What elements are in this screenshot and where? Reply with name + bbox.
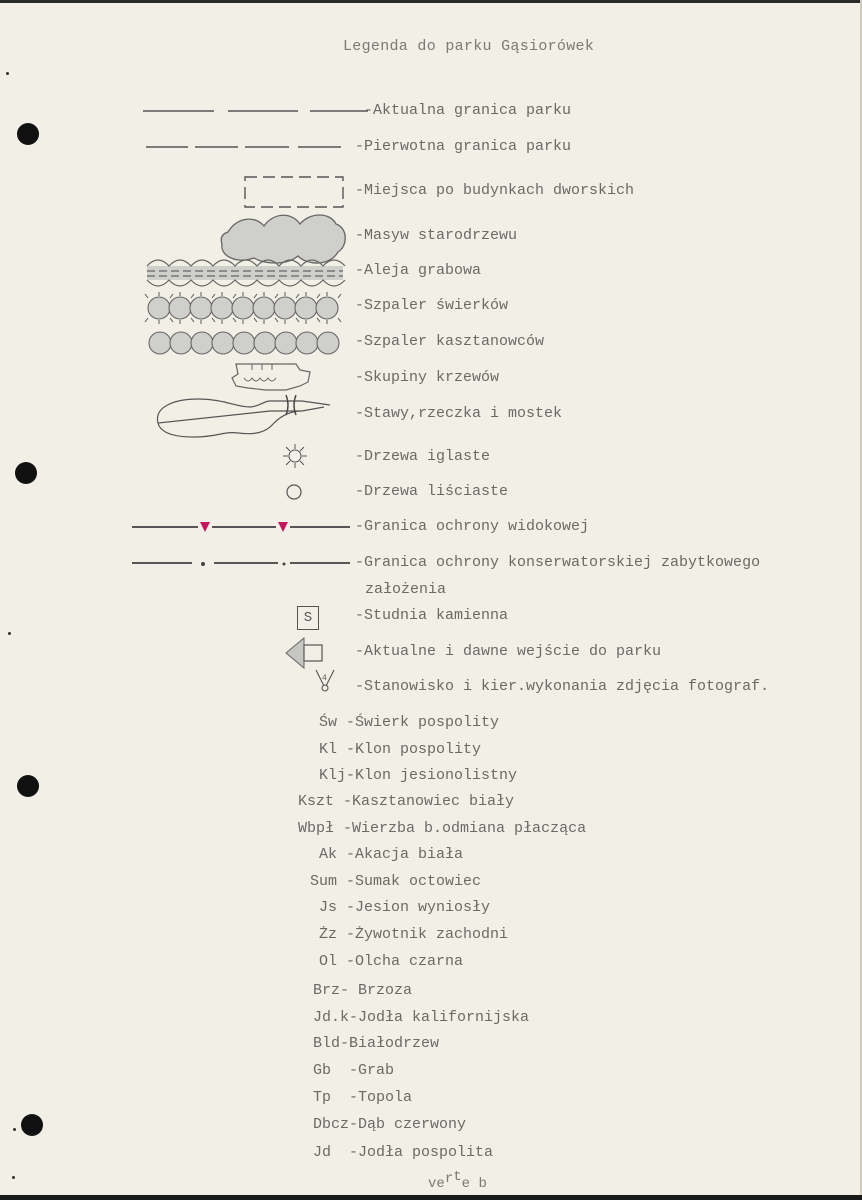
species-row: Tp -Topola [313,1089,413,1106]
species-row: Jd.k-Jodła kalifornijska [313,1009,530,1026]
speck [6,72,9,75]
chestnut-row-icon [146,328,346,358]
species-row: Ol -Olcha czarna [319,953,464,970]
legend-label-ponds: -Stawy,rzeczka i mostek [355,405,563,422]
photo-viewpoint-icon [314,668,336,694]
species-row: Sum -Sumak octowiec [310,873,482,890]
park-entrance-arrow-icon [284,636,328,670]
punch-hole [17,123,39,145]
conifer-tree-icon [282,443,308,469]
document-title: Legenda do parku Gąsiorówek [343,38,595,55]
verte-note: verte b [428,1169,487,1192]
legend-label-original-boundary: -Pierwotna granica parku [355,138,572,155]
species-row: Jd -Jodła pospolita [313,1144,494,1161]
conservation-boundary-line-icon [130,555,352,571]
legend-label-deciduous: -Drzewa liściaste [355,483,509,500]
pond-stream-bridge-icon [154,393,334,438]
page-top-edge [0,0,862,3]
legend-label-chestnut-row: -Szpaler kasztanowców [355,333,545,350]
species-row: Ak -Akacja biała [319,846,464,863]
manor-building-site-icon [242,174,347,210]
speck [13,1128,16,1131]
legend-label-conifers: -Drzewa iglaste [355,448,491,465]
legend-label-current-boundary: -Aktualna granica parku [364,102,572,119]
punch-hole [15,462,37,484]
species-row: Wbpł -Wierzba b.odmiana płacząca [298,820,587,837]
punch-hole [17,775,39,797]
legend-label-stone-well: -Studnia kamienna [355,607,509,624]
scenic-protection-line-icon [130,519,352,535]
species-row: Kszt -Kasztanowiec biały [298,793,515,810]
legend-label-conservation-boundary-cont: założenia [365,581,447,598]
species-row: Klj-Klon jesionolistny [319,767,518,784]
legend-label-conservation-boundary: -Granica ochrony konserwatorskiej zabytkowego [355,554,761,571]
species-row: Św -Świerk pospolity [319,714,500,731]
species-row: Kl -Klon pospolity [319,741,482,758]
speck [12,1176,15,1179]
legend-label-shrub-groups: -Skupiny krzewów [355,369,500,386]
legend-label-entrance: -Aktualne i dawne wejście do parku [355,643,662,660]
legend-label-old-tree-mass: -Masyw starodrzewu [355,227,518,244]
svg-text:4: 4 [322,674,327,683]
spruce-row-icon [143,291,348,325]
hornbeam-avenue-icon [143,256,348,290]
species-row: Gb -Grab [313,1062,395,1079]
legend-label-scenic-protection: -Granica ochrony widokowej [355,518,590,535]
original-boundary-line-icon [143,139,343,155]
species-row: Bld-Białodrzew [313,1035,440,1052]
legend-label-hornbeam-avenue: -Aleja grabowa [355,262,482,279]
legend-label-photo-viewpoint: -Stanowisko i kier.wykonania zdjęcia fotograf. [355,678,770,695]
current-boundary-line-icon [140,103,370,119]
deciduous-tree-icon [284,482,304,502]
species-row: Js -Jesion wyniosły [319,899,491,916]
legend-label-spruce-row: -Szpaler świerków [355,297,509,314]
shrub-group-icon [226,360,322,394]
species-row: Brz- Brzoza [313,982,413,999]
species-row: Dbcz-Dąb czerwony [313,1116,467,1133]
speck [8,632,11,635]
page-bottom-edge [0,1195,862,1200]
punch-hole [21,1114,43,1136]
species-row: Żz -Żywotnik zachodni [319,926,509,943]
legend-label-manor-sites: -Miejsca po budynkach dworskich [355,182,635,199]
stone-well-icon: S [297,606,319,630]
